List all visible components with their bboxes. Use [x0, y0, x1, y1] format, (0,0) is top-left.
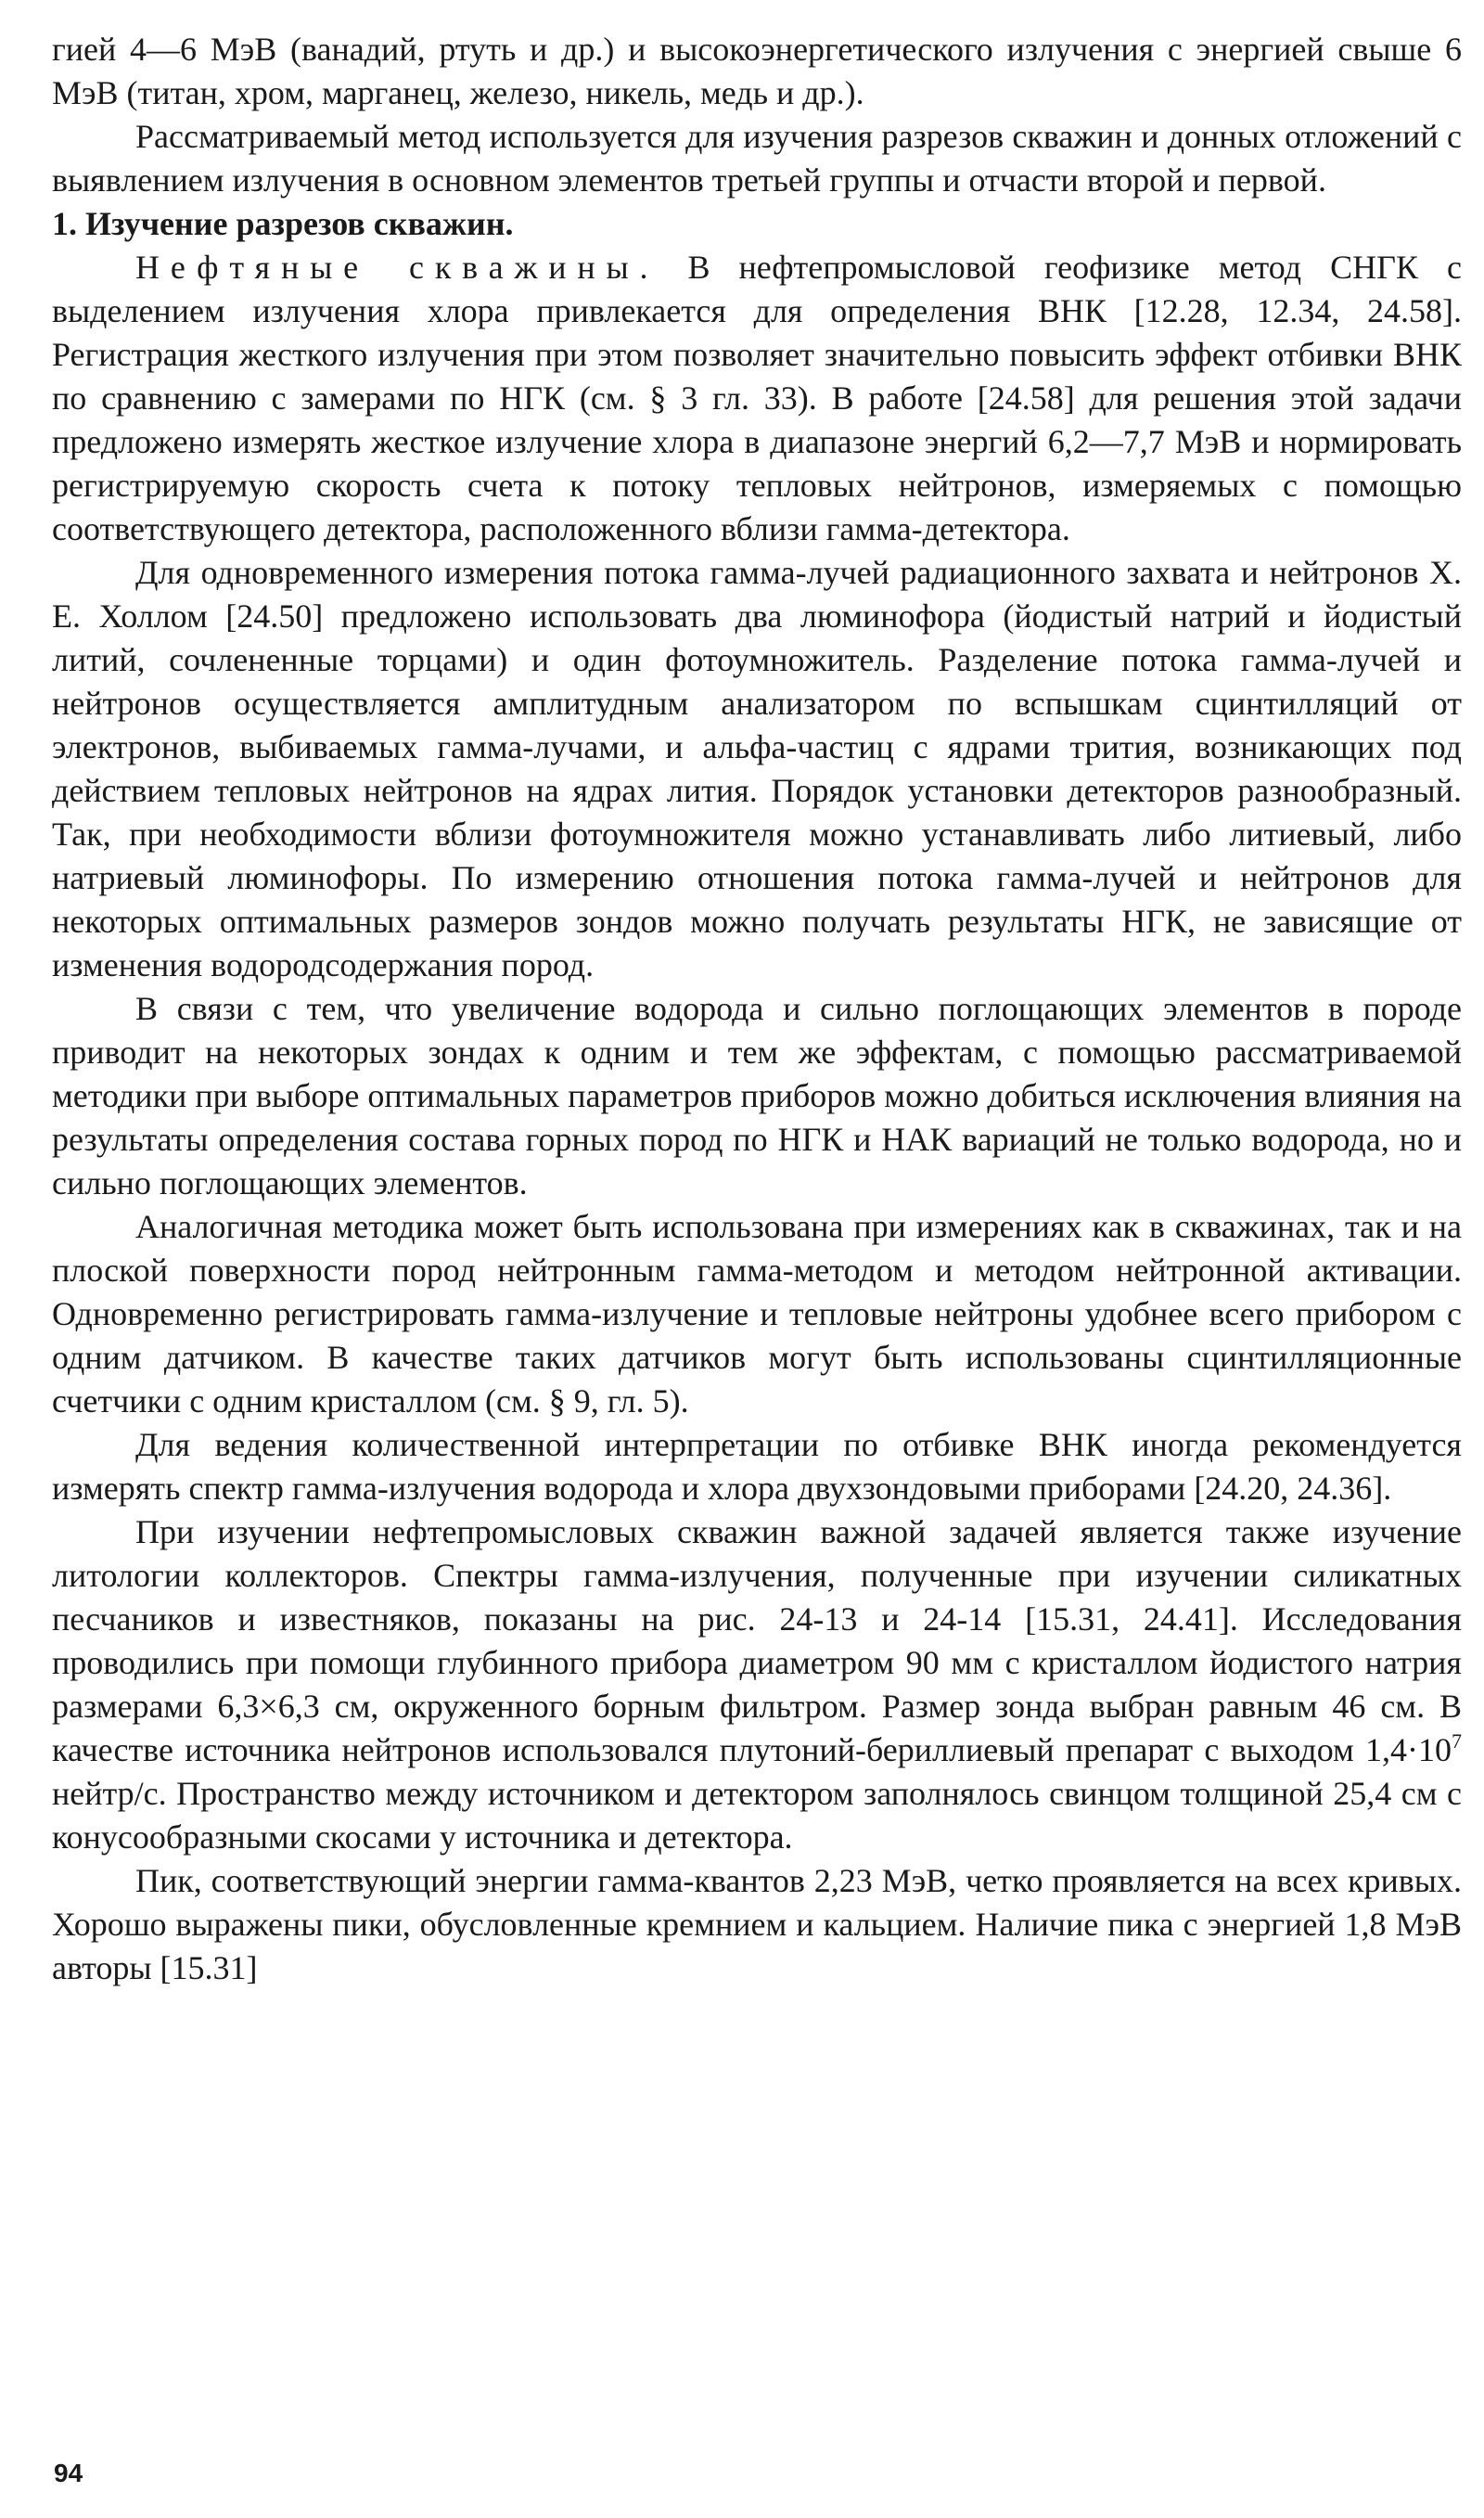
paragraph-lithology	[52, 1510, 1462, 1859]
page-body	[52, 28, 1462, 1990]
paragraph-continuation: гией 4—6 МэВ (ванадий, ртуть и др.) и высокоэнергетического излучения с энергией свыше 6 МэВ (титан, хром, марганец, железо, никель, медь и др.).	[52, 31, 1462, 111]
oil-wells-text: В нефтепромысловой геофизике метод СНГК с выделением излучения хлора привлекается для определения ВНК [12.28, 12.34, 24.58]. Регистрация жесткого излучения при этом позволяет значительно повысить эффект отбивки ВНК по сравнению с замерами по НГК (см. § 3 гл. 33). В работе [24.58] для решения этой задачи предложено измерять жесткое излучение хлора в диапазоне энергий 6,2—7,7 МэВ и нормировать регистрируемую скорость счета к потоку тепловых нейтронов, измеряемых с помощью соответствующего детектора, расположенного вблизи гамма-детектора.	[52, 249, 1462, 547]
paragraph-peak: Пик, соответствующий энергии гамма-квантов 2,23 МэВ, четко проявляется на всех кривых. Хорошо выражены пики, обусловленные кремнием и кальцием. Наличие пика с энергией 1,8 МэВ авторы [15.31]	[52, 1862, 1462, 1986]
oil-wells-lead: Нефтяные скважины.	[135, 249, 659, 286]
paragraph-simultaneous-measurement: Для одновременного измерения потока гамма-лучей радиационного захвата и нейтронов Х. Е. Холлом [24.50] предложено использовать два люминофора (йодистый натрий и йодистый литий, сочлененные торцами) и один фотоумножитель. Разделение потока гамма-лучей и нейтронов осуществляется амплитудным анализатором по вспышкам сцинтилляций от электронов, выбиваемых гамма-лучами, и альфа-частиц с ядрами трития, возникающих под действием тепловых нейтронов на ядрах лития. Порядок установки детекторов разнообразный. Так, при необходимости вблизи фотоумножителя можно устанавливать либо литиевый, либо натриевый люминофоры. По измерению отношения потока гамма-лучей и нейтронов для некоторых оптимальных размеров зондов можно получать результаты НГК, не зависящие от изменения водородсодержания пород.	[52, 554, 1462, 983]
page-number: 94	[54, 2459, 83, 2487]
section-heading: 1. Изучение разрезов скважин.	[52, 205, 514, 242]
lithology-text-before: При изучении нефтепромысловых скважин важной задачей является также изучение литологии коллекторов. Спектры гамма-излучения, полученные при изучении силикатных песчаников и известняков, показаны на рис. 24-13 и 24-14 [15.31, 24.41]. Исследования проводились при помощи глубинного прибора диаметром 90 мм с кристаллом йодистого натрия размерами 6,3×6,3 см, окруженного борным фильтром. Размер зонда выбран равным 46 см. В качестве источника нейтронов использовался плутоний-бериллиевый препарат с выходом 1,4·10	[52, 1513, 1462, 1768]
paragraph-hydrogen: В связи с тем, что увеличение водорода и сильно поглощающих элементов в породе приводит на некоторых зондах к одним и тем же эффектам, с помощью рассматриваемой методики при выборе оптимальных параметров приборов можно добиться исключения влияния на результаты определения состава горных пород по НГК и НАК вариаций не только водорода, но и сильно поглощающих элементов.	[52, 990, 1462, 1201]
paragraph-method: Рассматриваемый метод используется для изучения разрезов скважин и донных отложений с выявлением излучения в основном элементов третьей группы и отчасти второй и первой.	[52, 118, 1462, 199]
exponent: 7	[1452, 1729, 1462, 1753]
paragraph-oil-wells	[52, 246, 1462, 551]
paragraph-quantitative: Для ведения количественной интерпретации по отбивке ВНК иногда рекомендуется измерять спектр гамма-излучения водорода и хлора двухзондовыми приборами [24.20, 24.36].	[52, 1426, 1462, 1507]
paragraph-analog-method: Аналогичная методика может быть использована при измерениях как в скважинах, так и на плоской поверхности пород нейтронным гамма-методом и методом нейтронной активации. Одновременно регистрировать гамма-излучение и тепловые нейтроны удобнее всего прибором с одним датчиком. В качестве таких датчиков могут быть использованы сцинтилляционные счетчики с одним кристаллом (см. § 9, гл. 5).	[52, 1208, 1462, 1420]
lithology-text-after: нейтр/с. Пространство между источником и детектором заполнялось свинцом толщиной 25,4 см с конусообразными скосами у источника и детектора.	[52, 1775, 1462, 1856]
